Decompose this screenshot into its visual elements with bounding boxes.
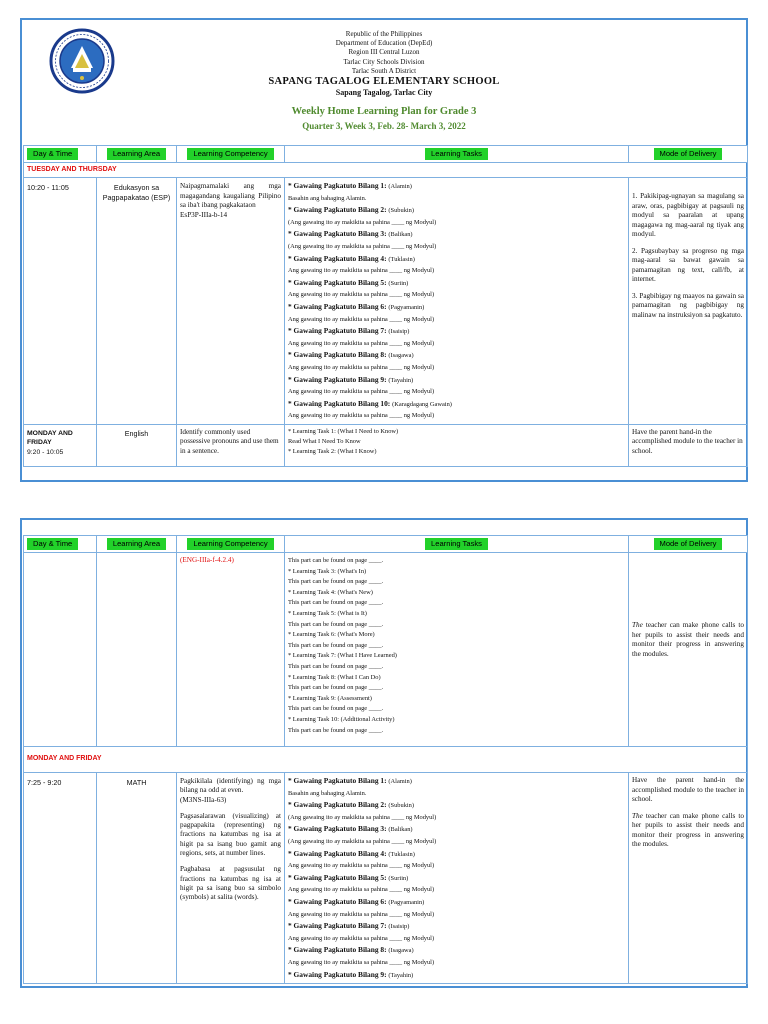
learning-area-cell: [97, 424, 177, 466]
list-item: * Learning Task 5: (What is It): [288, 609, 367, 617]
list-item: * Gawaing Pagkatuto Bilang 5: (Suriin): [288, 277, 409, 287]
list-item: * Learning Task 10: (Additional Activity): [288, 715, 395, 723]
list-item: * Learning Task 1: (What I Need to Know): [288, 427, 399, 435]
table-row: [24, 773, 748, 984]
list-item: * Gawaing Pagkatuto Bilang 5: (Suriin): [288, 872, 409, 882]
list-item: * Gawaing Pagkatuto Bilang 6: (Pagyamanin): [288, 896, 425, 906]
mode-text: Have the parent hand-in the accomplished module to the teacher in school.: [632, 427, 743, 455]
list-item: * Gawaing Pagkatuto Bilang 8: (Isagawa): [288, 350, 414, 360]
school-name: SAPANG TAGALOG ELEMENTARY SCHOOL: [268, 76, 500, 88]
day-time-cell: [24, 178, 97, 425]
area-text: Edukasyon sa Pagpapakatao (ESP): [102, 183, 171, 202]
list-item: This part can be found on page ____.: [288, 705, 384, 713]
list-item: Ang gawaing ito ay makikita sa pahina ____ ng Modyul): [288, 934, 435, 942]
mode-text: The teacher can make phone calls to her pupils to assist their needs and monitor their progress in answering the modules.: [632, 811, 744, 848]
list-item: * Learning Task 4: (What's New): [288, 588, 373, 596]
mode-cell: [629, 773, 748, 984]
list-item: * Gawaing Pagkatuto Bilang 3: (Balikan): [288, 229, 413, 239]
task-list: [288, 556, 625, 736]
column-header-competency: Learning Competency: [177, 146, 285, 163]
list-item: This part can be found on page ____.: [288, 557, 384, 564]
republic-line: Republic of the Philippines: [345, 30, 423, 38]
list-item: (Ang gawaing ito ay makikita sa pahina ____ ng Modyul): [288, 242, 437, 250]
plan-subtitle: Quarter 3, Week 3, Feb. 28- March 3, 2022: [302, 121, 466, 131]
list-item: Ang gawaing ito ay makikita sa pahina ____ ng Modyul): [288, 363, 435, 371]
list-item: Ang gawaing ito ay makikita sa pahina ____ ng Modyul): [288, 958, 435, 966]
list-item: Ang gawaing ito ay makikita sa pahina ____ ng Modyul): [288, 412, 435, 420]
list-item: * Gawaing Pagkatuto Bilang 2: (Subukin): [288, 800, 414, 810]
column-header-learning-area: Learning Area: [97, 536, 177, 553]
list-item: * Gawaing Pagkatuto Bilang 9: (Tayahin): [288, 969, 414, 979]
list-item: * Learning Task 9: (Assessment): [288, 694, 372, 702]
plan-page-2: [20, 518, 748, 988]
list-item: * Gawaing Pagkatuto Bilang 7: (Isaisip): [288, 326, 410, 336]
tasks-cell: [285, 424, 629, 466]
column-header-day-time: Day & Time: [24, 146, 97, 163]
list-item: * Gawaing Pagkatuto Bilang 9: (Tayahin): [288, 374, 414, 384]
list-item: (Ang gawaing ito ay makikita sa pahina ____ ng Modyul): [288, 837, 437, 845]
list-item: (Ang gawaing ito ay makikita sa pahina ____ ng Modyul): [288, 218, 437, 226]
list-item: Ang gawaing ito ay makikita sa pahina ____ ng Modyul): [288, 388, 435, 396]
school-address: Sapang Tagalog, Tarlac City: [335, 88, 433, 98]
list-item: Ang gawaing ito ay makikita sa pahina ____ ng Modyul): [288, 291, 435, 299]
list-item: (Ang gawaing ito ay makikita sa pahina ____ ng Modyul): [288, 813, 437, 821]
column-header-tasks: Learning Tasks: [285, 536, 629, 553]
table-row: [24, 178, 748, 425]
area-text: English: [124, 428, 149, 438]
competency-text: Pagbabasa at pagsusulat ng fractions na katumbas ng isa at higit pa sa isang buo sa simbolo (symbols) at salita (words).: [180, 865, 281, 902]
list-item: * Gawaing Pagkatuto Bilang 4: (Tuklasin): [288, 848, 415, 858]
tasks-cell: [285, 773, 629, 984]
list-item: * Gawaing Pagkatuto Bilang 6: (Pagyamanin): [288, 301, 425, 311]
list-item: * Gawaing Pagkatuto Bilang 3: (Balikan): [288, 824, 413, 834]
plan-page-1: [20, 18, 748, 482]
column-header-competency: Learning Competency: [177, 536, 285, 553]
list-item: * Gawaing Pagkatuto Bilang 2: (Subukin): [288, 205, 414, 215]
area-text: MATH: [126, 778, 147, 787]
table-row: [24, 424, 748, 466]
column-header-learning-area: Learning Area: [97, 146, 177, 163]
task-list: [288, 204, 625, 422]
column-header-tasks: Learning Tasks: [285, 146, 629, 163]
day-text: MONDAY AND FRIDAY: [27, 429, 73, 447]
competency-text: Naipagmamalaki ang mga magagandang kaugaliang Pilipino sa iba't ibang pagkakataon: [180, 182, 281, 209]
list-item: This part can be found on page ____.: [288, 620, 384, 628]
competency-code: (ENG-IIIa-f-4.2.4): [180, 556, 234, 564]
mode-text: The teacher can make phone calls to her pupils to assist their needs and monitor their progress in answering the modules.: [632, 621, 744, 658]
list-item: Ang gawaing ito ay makikita sa pahina ____ ng Modyul): [288, 886, 435, 894]
list-item: * Gawaing Pagkatuto Bilang 7: (Isaisip): [288, 921, 410, 931]
learning-plan-table: [23, 145, 748, 467]
competency-code: EsP3P-IIIa-b-14: [180, 210, 228, 219]
section-label: TUESDAY AND THURSDAY: [24, 163, 748, 178]
learning-area-cell: [97, 773, 177, 984]
plan-title: Weekly Home Learning Plan for Grade 3: [291, 106, 477, 117]
list-item: Basahin ang bahaging Alamin.: [288, 194, 367, 202]
district-line: Tarlac South A District: [351, 66, 417, 75]
mode-item: 3. Pagbibigay ng maayos na gawain sa pamamagitan ng pagbibigay ng malinaw na instruksiyon sa pagkatuto.: [632, 291, 744, 319]
learning-plan-table: [23, 535, 748, 984]
list-item: * Gawaing Pagkatuto Bilang 10: (Karagdagang Gawain): [288, 398, 452, 408]
mode-cell: [629, 178, 748, 425]
column-header-mode: Mode of Delivery: [629, 536, 748, 553]
list-item: This part can be found on page ____.: [288, 578, 384, 586]
section-row: [24, 163, 748, 178]
division-line: Tarlac City Schools Division: [343, 57, 425, 66]
day-time-cell: [24, 773, 97, 984]
competency-cell: [177, 424, 285, 466]
document-header: [22, 20, 746, 145]
list-item: Read What I Need To Know: [288, 437, 361, 445]
column-header-mode: Mode of Delivery: [629, 146, 748, 163]
mode-item: 2. Pagsubaybay sa progreso ng mga mag-aaral sa bawat gawain sa pamamagitan ng text, call/fb, at internet.: [632, 246, 744, 283]
tasks-cell: [285, 553, 629, 747]
time-text: 7:25 - 9:20: [27, 778, 62, 787]
list-item: * Gawaing Pagkatuto Bilang 1: (Alamin): [288, 776, 412, 785]
list-item: Ang gawaing ito ay makikita sa pahina ____ ng Modyul): [288, 315, 435, 323]
section-label: MONDAY AND FRIDAY: [24, 747, 748, 773]
task-list: [288, 799, 625, 981]
list-item: * Learning Task 6: (What's More): [288, 631, 375, 639]
learning-area-cell: [97, 178, 177, 425]
list-item: Ang gawaing ito ay makikita sa pahina ____ ng Modyul): [288, 339, 435, 347]
time-text: 10:20 - 11:05: [27, 183, 69, 192]
table-header-row: [24, 536, 748, 553]
agency-lines: [22, 30, 746, 98]
list-item: This part can be found on page ____.: [288, 599, 384, 607]
region-line: Region III Central Luzon: [348, 48, 420, 57]
competency-text: Pagkikilala (identifying) ng mga bilang na odd at even.: [180, 777, 281, 795]
list-item: * Gawaing Pagkatuto Bilang 1: (Alamin): [288, 181, 412, 190]
mode-cell: [629, 424, 748, 466]
table-row: [24, 553, 748, 747]
competency-text: Pagsasalarawan (visualizing) at pagpapakita (representing) ng fractions na katumbas ng isa at higit pa sa isang buo gamit ang regions, sets, at number lines.: [180, 811, 281, 858]
list-item: * Gawaing Pagkatuto Bilang 4: (Tuklasin): [288, 253, 415, 263]
competency-cell: [177, 553, 285, 747]
day-time-cell: [24, 424, 97, 466]
table-header-row: [24, 146, 748, 163]
list-item: Ang gawaing ito ay makikita sa pahina ____ ng Modyul): [288, 910, 435, 918]
list-item: * Gawaing Pagkatuto Bilang 8: (Isagawa): [288, 945, 414, 955]
list-item: Ang gawaing ito ay makikita sa pahina ____ ng Modyul): [288, 862, 435, 870]
tasks-cell: [285, 178, 629, 425]
competency-code: (M3NS-IIIa-63): [180, 795, 227, 804]
list-item: Ang gawaing ito ay makikita sa pahina ____ ng Modyul): [288, 267, 435, 275]
competency-text: Identify commonly used possessive pronouns and use them in a sentence.: [180, 427, 279, 455]
list-item: This part can be found on page ____.: [288, 726, 384, 734]
time-text: 9:20 - 10:05: [27, 448, 64, 456]
list-item: * Learning Task 3: (What's In): [288, 567, 367, 575]
list-item: This part can be found on page ____.: [288, 641, 384, 649]
list-item: * Learning Task 8: (What I Can Do): [288, 673, 381, 681]
column-header-day-time: Day & Time: [24, 536, 97, 553]
section-row: [24, 747, 748, 773]
learning-area-cell: [97, 553, 177, 747]
department-line: Department of Education (DepEd): [335, 39, 433, 48]
list-item: * Learning Task 2: (What I Know): [288, 447, 377, 455]
competency-cell: [177, 178, 285, 425]
mode-cell: [629, 553, 748, 747]
list-item: * Learning Task 7: (What I Have Learned): [288, 652, 397, 660]
competency-cell: [177, 773, 285, 984]
list-item: Basahin ang bahaging Alamin.: [288, 789, 367, 797]
day-time-cell: [24, 553, 97, 747]
list-item: This part can be found on page ____.: [288, 684, 384, 692]
mode-text: Have the parent hand-in the accomplished module to the teacher in school.: [632, 776, 744, 803]
list-item: This part can be found on page ____.: [288, 662, 384, 670]
mode-item: 1. Pakikipag-ugnayan sa magulang sa araw, oras, pagbibigay at pagsauli ng modyul sa paaralan at upang magagawa ng mag-aaral ng tiyak ang modyul.: [632, 192, 744, 238]
